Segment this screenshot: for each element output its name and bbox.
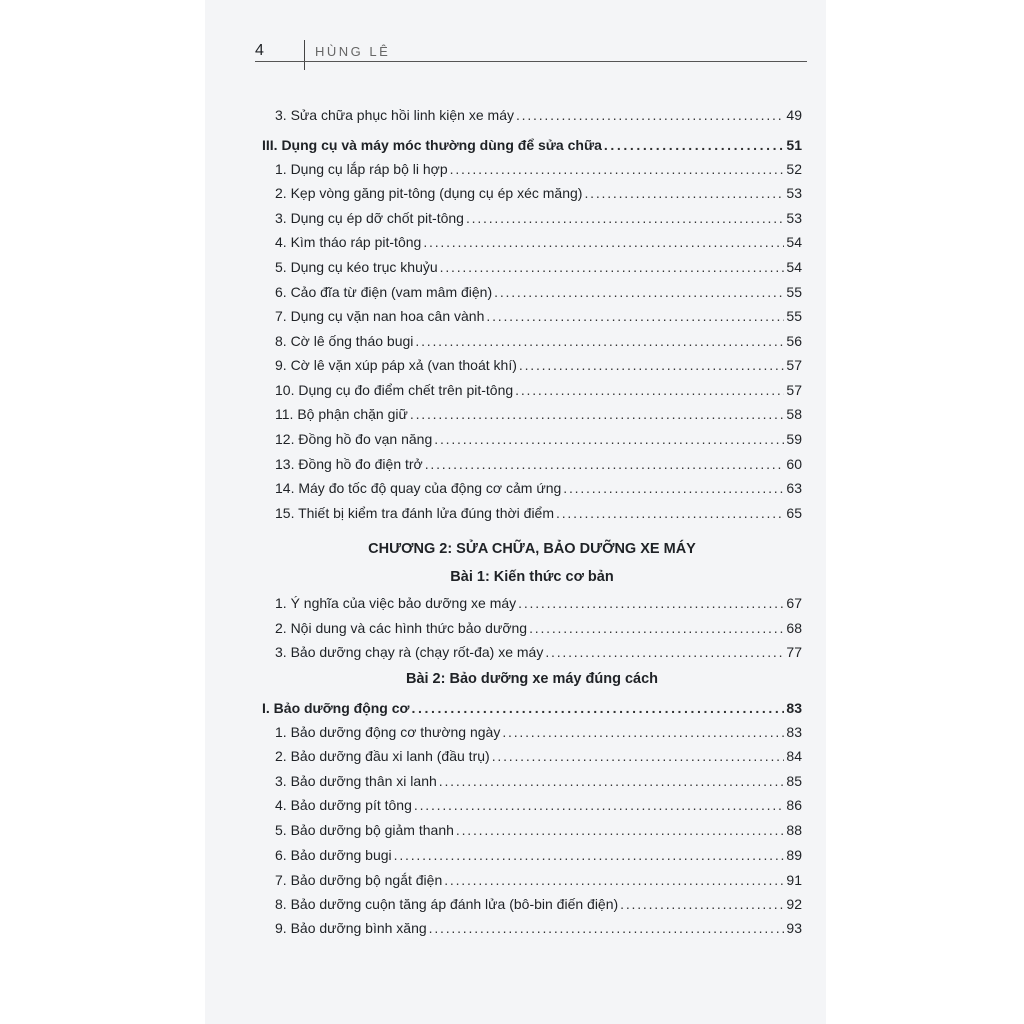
toc-entry-page: 54 bbox=[786, 259, 802, 275]
author-name: HÙNG LÊ bbox=[315, 44, 391, 59]
toc-entry-title: 10. Dụng cụ đo điểm chết trên pit-tông bbox=[275, 382, 514, 398]
toc-entry bbox=[275, 330, 802, 352]
toc-entry-page: 86 bbox=[786, 797, 802, 813]
lesson-heading: Bài 1: Kiến thức cơ bản bbox=[450, 569, 614, 585]
toc-leader bbox=[434, 428, 784, 450]
toc-entry bbox=[275, 893, 802, 915]
toc-entry bbox=[275, 231, 802, 253]
toc-entry-page: 67 bbox=[786, 595, 802, 611]
toc-entry bbox=[275, 281, 802, 303]
toc-leader bbox=[439, 770, 785, 792]
toc-entry-page: 89 bbox=[786, 847, 802, 863]
toc-entry-page: 60 bbox=[786, 456, 802, 472]
toc-entry-page: 52 bbox=[786, 161, 802, 177]
toc-leader bbox=[519, 354, 785, 376]
toc-leader bbox=[529, 617, 784, 639]
toc-leader bbox=[620, 893, 784, 915]
toc-entry-title: 4. Bảo dưỡng pít tông bbox=[275, 797, 412, 813]
toc-entry-title: 11. Bộ phận chặn giữ bbox=[275, 406, 408, 422]
lesson-heading: Bài 2: Bảo dưỡng xe máy đúng cách bbox=[405, 671, 659, 687]
toc-entry-page: 55 bbox=[786, 308, 802, 324]
toc-entry bbox=[275, 379, 802, 401]
toc-leader bbox=[415, 330, 784, 352]
toc-entry bbox=[275, 354, 802, 376]
toc-leader bbox=[444, 869, 784, 891]
toc-entry bbox=[275, 770, 802, 792]
toc-entry bbox=[275, 403, 802, 425]
toc-entry-page: 53 bbox=[786, 210, 802, 226]
toc-entry-title: 12. Đồng hồ đo vạn năng bbox=[275, 431, 433, 447]
toc-entry-page: 58 bbox=[786, 406, 802, 422]
toc-entry bbox=[275, 869, 802, 891]
toc-entry bbox=[275, 917, 802, 939]
toc-leader bbox=[429, 917, 785, 939]
toc-entry-title: 6. Bảo dưỡng bugi bbox=[275, 847, 392, 863]
page-header bbox=[255, 40, 807, 70]
toc-entry-title: 1. Dụng cụ lắp ráp bộ li hợp bbox=[275, 161, 448, 177]
toc-entry-page: 92 bbox=[786, 896, 802, 912]
toc-entry bbox=[275, 592, 802, 614]
toc-leader bbox=[604, 134, 785, 156]
toc-entry-page: 57 bbox=[786, 382, 802, 398]
chapter-heading: CHƯƠNG 2: SỬA CHỮA, BẢO DƯỠNG XE MÁY bbox=[368, 541, 696, 557]
toc-entry-page: 83 bbox=[786, 724, 802, 740]
toc-entry-page: 55 bbox=[786, 284, 802, 300]
toc-entry bbox=[275, 617, 802, 639]
toc-entry-page: 65 bbox=[786, 505, 802, 521]
toc-leader bbox=[556, 502, 784, 524]
toc-entry-title: 1. Bảo dưỡng động cơ thường ngày bbox=[275, 724, 501, 740]
page-number: 4 bbox=[255, 42, 264, 59]
toc-entry-page: 59 bbox=[786, 431, 802, 447]
toc-section-entry bbox=[262, 134, 802, 156]
header-divider bbox=[304, 40, 305, 70]
toc-entry-title: 7. Bảo dưỡng bộ ngắt điện bbox=[275, 872, 443, 888]
toc-entry bbox=[275, 745, 802, 767]
toc-entry-title: 1. Ý nghĩa của việc bảo dưỡng xe máy bbox=[275, 595, 517, 611]
toc-entry bbox=[275, 305, 802, 327]
toc-leader bbox=[394, 844, 785, 866]
toc-entry-title: 7. Dụng cụ vặn nan hoa cân vành bbox=[275, 308, 485, 324]
toc-entry bbox=[275, 158, 802, 180]
toc-entry-title: 9. Cờ lê vặn xúp páp xả (van thoát khí) bbox=[275, 357, 517, 373]
toc-entry-page: 91 bbox=[786, 872, 802, 888]
toc-entry-title: 3. Sửa chữa phục hồi linh kiện xe máy bbox=[275, 107, 514, 123]
toc-entry-title: I. Bảo dưỡng động cơ bbox=[262, 700, 410, 716]
toc-entry-title: 15. Thiết bị kiểm tra đánh lửa đúng thời điểm bbox=[275, 505, 555, 521]
toc-entry-page: 49 bbox=[786, 107, 802, 123]
toc-leader bbox=[515, 379, 784, 401]
toc-leader bbox=[518, 592, 784, 614]
toc-entry bbox=[275, 721, 802, 743]
toc-leader bbox=[516, 104, 784, 126]
toc-entry-title: 14. Máy đo tốc độ quay của động cơ cảm ứng bbox=[275, 480, 562, 496]
toc-entry-page: 84 bbox=[786, 748, 802, 764]
toc-entry-title: 2. Nội dung và các hình thức bảo dưỡng bbox=[275, 620, 528, 636]
toc-leader bbox=[466, 207, 784, 229]
toc-leader bbox=[545, 641, 784, 663]
toc-entry-page: 88 bbox=[786, 822, 802, 838]
toc-entry-page: 54 bbox=[786, 234, 802, 250]
toc-leader bbox=[425, 453, 785, 475]
toc-entry bbox=[275, 844, 802, 866]
toc-entry bbox=[275, 819, 802, 841]
toc-entry-title: 9. Bảo dưỡng bình xăng bbox=[275, 920, 427, 936]
toc-entry-page: 56 bbox=[786, 333, 802, 349]
toc-entry-page: 63 bbox=[786, 480, 802, 496]
toc-entry bbox=[275, 502, 802, 524]
toc-entry-page: 85 bbox=[786, 773, 802, 789]
toc-entry-page: 77 bbox=[786, 644, 802, 660]
toc-entry bbox=[275, 182, 802, 204]
toc-entry-title: 3. Bảo dưỡng thân xi lanh bbox=[275, 773, 437, 789]
toc-entry-page: 93 bbox=[786, 920, 802, 936]
toc-leader bbox=[456, 819, 785, 841]
toc-entry-title: 2. Bảo dưỡng đầu xi lanh (đầu trụ) bbox=[275, 748, 490, 764]
toc-entry bbox=[275, 256, 802, 278]
toc-entry-title: 3. Dụng cụ ép dỡ chốt pit-tông bbox=[275, 210, 464, 226]
toc-entry-title: 13. Đồng hồ đo điện trở bbox=[275, 456, 423, 472]
toc-entry-title: III. Dụng cụ và máy móc thường dùng để sửa chữa bbox=[262, 137, 602, 153]
toc-entry bbox=[275, 428, 802, 450]
toc-entry-title: 3. Bảo dưỡng chạy rà (chạy rốt-đa) xe máy bbox=[275, 644, 544, 660]
toc-entry-title: 5. Bảo dưỡng bộ giảm thanh bbox=[275, 822, 454, 838]
toc-leader bbox=[411, 697, 784, 719]
toc-leader bbox=[502, 721, 784, 743]
toc-leader bbox=[486, 305, 784, 327]
toc-entry-title: 4. Kìm tháo ráp pit-tông bbox=[275, 234, 422, 250]
toc-entry bbox=[275, 641, 802, 663]
toc-entry bbox=[275, 794, 802, 816]
toc-entry bbox=[275, 477, 802, 499]
toc-entry-title: 5. Dụng cụ kéo trục khuỷu bbox=[275, 259, 438, 275]
toc-leader bbox=[563, 477, 784, 499]
toc-entry bbox=[275, 104, 802, 126]
toc-leader bbox=[584, 182, 784, 204]
toc-section-entry bbox=[262, 697, 802, 719]
toc-leader bbox=[410, 403, 785, 425]
toc-leader bbox=[494, 281, 784, 303]
toc-entry-title: 8. Cờ lê ống tháo bugi bbox=[275, 333, 414, 349]
toc-entry-title: 6. Cảo đĩa từ điện (vam mâm điện) bbox=[275, 284, 493, 300]
toc-entry-page: 68 bbox=[786, 620, 802, 636]
toc-entry-page: 51 bbox=[786, 137, 802, 153]
toc-leader bbox=[492, 745, 785, 767]
toc-leader bbox=[423, 231, 784, 253]
toc-entry-page: 57 bbox=[786, 357, 802, 373]
toc-entry-page: 53 bbox=[786, 185, 802, 201]
toc-entry bbox=[275, 453, 802, 475]
toc-entry-page: 83 bbox=[786, 700, 802, 716]
toc-entry-title: 8. Bảo dưỡng cuộn tăng áp đánh lửa (bô-bin điến điện) bbox=[275, 896, 619, 912]
header-rule bbox=[255, 61, 807, 62]
toc-leader bbox=[440, 256, 785, 278]
toc-entry bbox=[275, 207, 802, 229]
toc-leader bbox=[450, 158, 785, 180]
toc-entry-title: 2. Kẹp vòng găng pit-tông (dụng cụ ép xéc măng) bbox=[275, 185, 583, 201]
toc-leader bbox=[414, 794, 785, 816]
